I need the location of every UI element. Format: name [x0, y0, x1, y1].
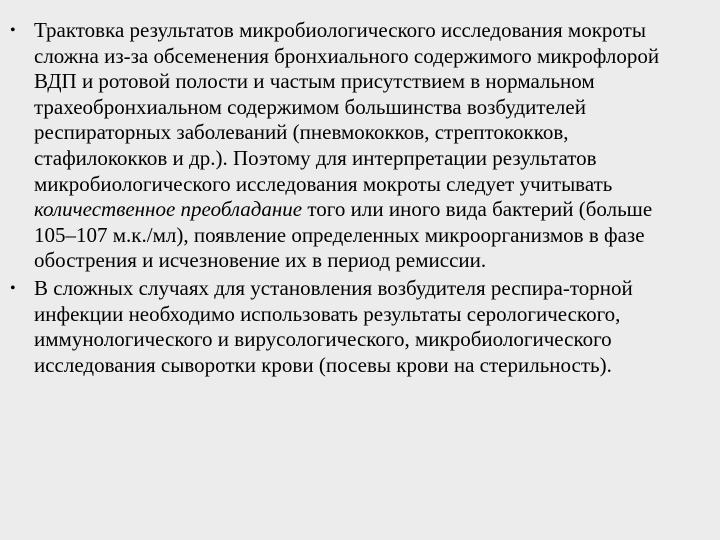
bullet-text-part: Трактовка результатов микробиологического исследования мокроты сложна из-за обсеменения бронхиального содержимого микрофлорой ВДП и ротовой полости и частым присутствием в нормальном трахеобронхиальном содержимом большинства возбудителей респираторных заболеваний (пневмококков, стрептококков, стафилококков и др.). Поэтому для интерпретации результатов микробиологического исследования мокроты следует учитывать: [34, 18, 660, 196]
bullet-text-part: того или иного вида бактерий (больше 105–107 м.к./мл), появление определенных микроорганизмов в фазе обострения и исчезновение их в период ремиссии.: [34, 197, 653, 273]
bullet-text: В сложных случаях для установления возбудителя респира-торной инфекции необходимо использовать результаты серологического, иммунологического и вирусологического, микробиологического исследования сыворотки крови (посевы крови на стерильность).: [34, 275, 633, 377]
bullet-marker: •: [10, 279, 16, 297]
bullet-item-2: [10, 276, 680, 378]
bullet-list: [10, 18, 680, 378]
bullet-item-1: [10, 18, 680, 274]
emphasized-phrase: количественное преобладание: [34, 197, 303, 222]
bullet-text: [34, 18, 659, 272]
bullet-marker: •: [10, 22, 16, 39]
